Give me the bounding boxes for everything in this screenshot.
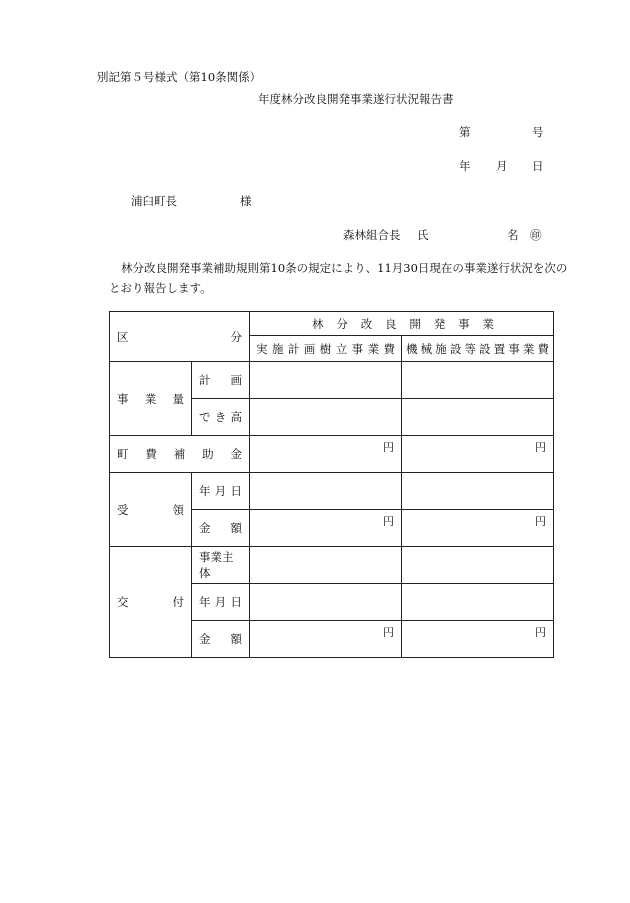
cell-jigyoshutai-col2[interactable] [402, 547, 554, 584]
cell-keikaku-col2[interactable] [402, 362, 554, 399]
body-line-2: とおり報告します。 [109, 281, 212, 295]
document-title: 年度林分改良開発事業遂行状況報告書 [258, 92, 454, 106]
row-label-keikaku: 計 画 [192, 362, 250, 399]
header-bun: 分 [230, 329, 242, 344]
date-day: 日 [532, 159, 544, 173]
yen-unit: 円 [535, 515, 546, 528]
date-year: 年 [459, 159, 471, 173]
row-label-juryo-amount: 金 額 [192, 510, 250, 547]
row-label-kofu-amount: 金 額 [192, 621, 250, 658]
sender-shi: 氏 [417, 228, 429, 242]
cell-juryo-amount-col2[interactable] [402, 510, 554, 547]
cell-kofu-date-col1[interactable] [250, 584, 402, 621]
date-month: 月 [496, 159, 508, 173]
body-line-1: 林分改良開発事業補助規則第10条の規定により、11月30日現在の事業遂行状況を次の [121, 261, 568, 275]
cell-jigyoshutai-col1[interactable] [250, 547, 402, 584]
row-label-jigyoryo: 事 業 量 [110, 362, 192, 436]
row-label-dekidaka: で き 高 [192, 399, 250, 436]
header-col-plan-cost: 実 施 計 画 樹 立 事 業 費 [250, 336, 402, 362]
yen-unit: 円 [535, 441, 546, 454]
cell-juryo-date-col1[interactable] [250, 473, 402, 510]
row-label-juryo-date: 年 月 日 [192, 473, 250, 510]
cell-choho-col2[interactable] [402, 436, 554, 473]
row-label-kofu-date: 年 月 日 [192, 584, 250, 621]
doc-number-prefix: 第 [459, 125, 471, 139]
cell-kofu-date-col2[interactable] [402, 584, 554, 621]
yen-unit: 円 [383, 441, 394, 454]
seal-mark: ㊞ [530, 228, 542, 242]
cell-kofu-amount-col2[interactable] [402, 621, 554, 658]
addressee-honorific: 様 [240, 194, 252, 208]
doc-number-suffix: 号 [532, 125, 544, 139]
cell-dekidaka-col2[interactable] [402, 399, 554, 436]
row-label-jigyoshutai [192, 547, 250, 584]
header-kubun [110, 312, 250, 362]
yen-unit: 円 [383, 515, 394, 528]
header-ku: 区 [117, 329, 129, 344]
row-label-kofu: 交 付 [110, 547, 192, 658]
form-reference: 別記第５号様式（第10条関係） [97, 70, 262, 84]
cell-juryo-amount-col1[interactable] [250, 510, 402, 547]
sender-org: 森林組合長 [343, 228, 401, 242]
row-label-choho: 町 費 補 助 金 [110, 436, 250, 473]
jigyoshutai-text: 事業主体 [199, 550, 234, 580]
status-report-table [109, 311, 554, 658]
sender-mei: 名 [507, 228, 519, 242]
addressee-name: 浦臼町長 [131, 194, 177, 208]
cell-choho-col1[interactable] [250, 436, 402, 473]
cell-dekidaka-col1[interactable] [250, 399, 402, 436]
yen-unit: 円 [383, 626, 394, 639]
cell-juryo-date-col2[interactable] [402, 473, 554, 510]
cell-keikaku-col1[interactable] [250, 362, 402, 399]
cell-kofu-amount-col1[interactable] [250, 621, 402, 658]
header-project-group: 林 分 改 良 開 発 事 業 [250, 312, 554, 336]
header-col-equipment-cost: 機 械 施 設 等 設 置 事 業 費 [402, 336, 554, 362]
yen-unit: 円 [535, 626, 546, 639]
row-label-juryo: 受 領 [110, 473, 192, 547]
